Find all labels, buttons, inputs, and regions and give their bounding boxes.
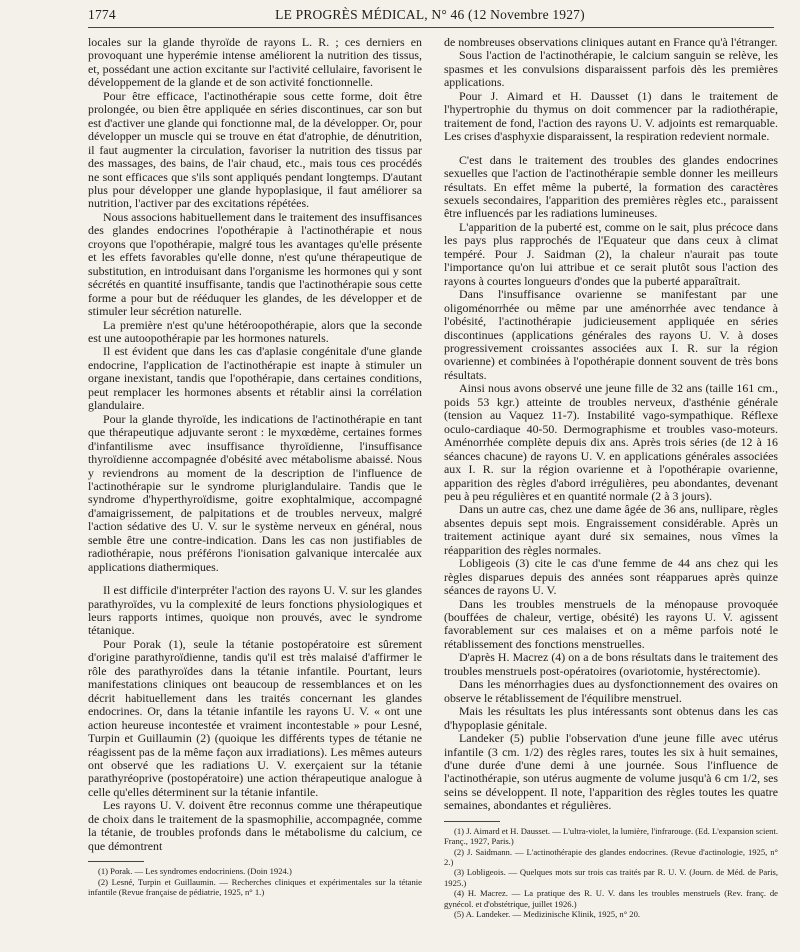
paragraph: Sous l'action de l'actinothérapie, le calcium sanguin se relève, les spasmes et les convulsions disparaissent parfois dès les premières applications. (444, 48, 778, 90)
paragraph: Landeker (5) publie l'observation d'une jeune fille avec utérus infantile (3 cm. 1/2) des règles rares, toutes les six à huit semaines, d'une durée d'une demi à une journée. Sous l'influence de l'actinothérapie, son utérus augmente de volume jusqu'à 6 cm 1/2, ses seins se développent. Il note, l'apparition des règles toutes les quatre semaines, abondantes et régulières. (444, 731, 778, 813)
paragraph: Dans un autre cas, chez une dame âgée de 36 ans, nullipare, règles absentes depuis sept mois. Engraissement considérable. Après un traitement actinique ayant duré six semaines, nous vîmes la réapparition des règles normales. (444, 502, 778, 557)
paragraph: C'est dans le traitement des troubles des glandes endocrines sexuelles que l'action de l'actinothérapie semble donner les meilleurs résultats. En effet même la puberté, la formation des caractères sexuels secondaires, l'apparition des premières règles etc., paraissent être influencés par les radiations lumineuses. (444, 152, 778, 221)
running-header (88, 7, 772, 29)
footnote: (4) H. Macrez. — La pratique des R. U. V. dans les troubles menstruels (Rev. franç. de gynécol. et d'obstétrique, juillet 1926.) (444, 888, 778, 909)
paragraph: Il est difficile d'interpréter l'action des rayons U. V. sur les glandes parathyroïdes, vu la complexité de leurs fonctions physiologiques et leurs rapports intimes, quoique non prouvés, avec le syndrome tétanique. (88, 583, 422, 638)
footnote-rule (444, 821, 500, 822)
paragraph: de nombreuses observations cliniques autant en France qu'à l'étranger. (444, 36, 778, 49)
paragraph: Il est évident que dans les cas d'aplasie congénitale d'une glande endocrine, l'application de l'actinothérapie est inapte à stimuler un organe inexistant, tandis que l'opothérapie, dans certaines conditions, peut remplacer les hormones absents et rétablir ainsi la corrélation glandulaire. (88, 344, 422, 413)
paragraph: D'après H. Macrez (4) on a de bons résultats dans le traitement des troubles menstruels post-opératoires (ovariotomie, hystérectomie). (444, 650, 778, 678)
footnote: (1) J. Aimard et H. Dausset. — L'ultra-violet, la lumière, l'infrarouge. (Ed. L'expansion scient. Franç., 1927, Paris.) (444, 825, 778, 847)
footnote: (2) J. Saidmann. — L'actinothérapie des glandes endocrines. (Revue d'actinologie, 1925, n° 2.) (444, 846, 778, 868)
paragraph: Nous associons habituellement dans le traitement des insuffisances des glandes endocrines l'opothérapie à l'actinothérapie et nous croyons que l'opothérapie, malgré tous les avantages qu'elle présente et les effets favorables qu'elle donne, n'est qu'une thérapeutique de substitution, en introduisant dans l'organisme les hormones qui y sont sécrétés en quantité insuffisante, tandis que l'actinothérapie sous cette forme a pour but de rééduquer les glandes, de les développer et de stimuler leur sécrétion naturelle. (88, 209, 422, 319)
footnote: (5) A. Landeker. — Medizinische Klinik, 1925, n° 20. (454, 909, 641, 920)
paragraph: Ainsi nous avons observé une jeune fille de 32 ans (taille 161 cm., poids 53 kgr.) atteinte de troubles nerveux, d'asthénie générale (tension au Vaquez 11-7). Instabilité vago-sympathique. Réflexe oculo-cardiaque 40-50. Dermographisme et troubles vaso-moteurs. Aménorrhée complète depuis dix ans. Après trois séries (de 12 à 16 séances chacune) de rayons U. V. en applications générales associées aux I. R. sur la région ovarienne et à l'opothérapie ovarienne, apparition des règles d'abord irrégulières, peu abondantes, devenant peu à peu régulières et en quantité normale (2 à 3 jours). (444, 381, 778, 503)
paragraph: Pour Porak (1), seule la tétanie postopératoire est sûrement d'origine parathyroïdienne, tandis qu'il est très malaisé d'affirmer le rôle des parathyroïdes dans la tétanie infantile. Pourtant, leurs manifestations cliniques ont beaucoup de ressemblances et on les décrit habituellement dans les traités concernant les glandes endocrines. Or, dans la tétanie infantile les rayons U. V. « ont une action heureuse incontestée et vraiment incontestable » pour Lesné, Turpin et Guillaumin (2) (quoique les différents types de tétanie ne réagissent pas de la même façon aux irradiations). Les mêmes auteurs ont observé que les radiations U. V. exerçaient sur la tétanie parathyréoprive (postopératoire) une action thérapeutique analogue à celle qu'elles déterminent sur la tétanie infantile. (88, 636, 422, 799)
footnote: (3) Lobligeois. — Quelques mots sur trois cas traités par R. U. V. (Journ. de Méd. de Paris, 1925.) (444, 867, 778, 888)
paragraph: Pour être efficace, l'actinothérapie sous cette forme, doit être prolongée, ou bien être appliquée en séries discontinues, car son but est d'activer une glande qui fonctionne mal, de la développer. Or, pour développer un muscle qui se trouve en état d'atrophie, de dénutrition, il faut augmenter la circulation, favoriser la nutrition des tissus par des massages, des bains, de l'air chaud, etc., mais tous ces procédés ne sont efficaces que s'ils sont appliqués pendant longtemps. D'autant plus pour développer une glande hypoplasique, il faut améliorer sa nutrition, l'activer par des excitations répétées. (88, 88, 422, 211)
footnote: (2) Lesné, Turpin et Guillaumin. — Recherches cliniques et expérimentales sur la tétanie infantile (Revue française de pédiatrie, 1925, n° 1.) (88, 876, 422, 897)
paragraph: Les rayons U. V. doivent être reconnus comme une thérapeutique de choix dans le traitement de la spasmophilie, accompagnée, comme la tétanie, de troubles profonds dans le métabolisme du calcium, ce que démontrent (88, 798, 422, 853)
paragraph: Lobligeois (3) cite le cas d'une femme de 44 ans chez qui les règles disparues depuis des années sont réapparues après quinze séances de rayons U. V. (444, 556, 778, 598)
paragraph: Dans les troubles menstruels de la ménopause provoquée (bouffées de chaleur, vertige, obésité) les rayons U. V. agissent favorablement sur ces malaises et on a même parfois noté le rétablissement des fonctions menstruelles. (444, 596, 778, 651)
header-rule (88, 27, 774, 28)
paragraph: Dans l'insuffisance ovarienne se manifestant par une oligoménorrhée ou même par une aménorrhée avec tendance à l'obésité, l'actinothérapie judicieusement appliquée en séries discontinues (applications générales des rayons U. V. à doses progressivement croissantes associées aux I. R. sur la région ovarienne) et combinées à l'opothérapie donnent souvent de très bons résultats. (444, 287, 778, 382)
paragraph: La première n'est qu'une hétéroopothérapie, alors que la seconde est une autoopothérapie par les hormones naturels. (88, 317, 422, 345)
paragraph: Pour J. Aimard et H. Dausset (1) dans le traitement de l'hypertrophie du thymus on doit commencer par la radiothérapie, traitement de fond, l'action des rayons U. V. adjoints est remarquable. Les crises d'asphyxie disparaissent, la respiration redevient normale. (444, 88, 778, 144)
paragraph: Pour la glande thyroïde, les indications de l'actinothérapie en tant que thérapeutique adjuvante seront : le myxœdème, certaines formes d'infantilisme avec insuffisance thyroïdienne, l'insuffisance thyroïdienne accompagnée d'obésité avec métabolisme abaissé. Nous y reviendrons au moment de la description de l'influence de l'actinothérapie sur le syndrome pluriglandulaire. Tandis que le syndrome d'hyperthyroïdisme, goitre exophtalmique, accompagné d'amaigrissement, de palpitations et de troubles nerveux, malgré l'action sédative des U. V. sur le système nerveux en général, nous semble être une contre-indication. Dans les cas non justifiables de radiothérapie, nous préférons l'ionisation galvanique intercalée aux applications diathermiques. (88, 411, 422, 574)
right-column (444, 36, 778, 946)
page-number: 1774 (88, 7, 116, 22)
left-column (88, 36, 422, 946)
paragraph: Dans les ménorrhagies dues au dysfonctionnement des ovaires on observe le rétablissement de l'équilibre menstruel. (444, 677, 778, 705)
paragraph: L'apparition de la puberté est, comme on le sait, plus précoce dans les pays plus rapprochés de l'Equateur que dans ceux à climat tempéré. Pour J. Saidman (2), la chaleur n'aurait pas toute l'importance qu'on lui attribue et ce serait plutôt sous l'action des rayons à courtes longueurs d'ondes que la puberté apparaîtrait. (444, 219, 778, 288)
footnote: (1) Porak. — Les syndromes endocriniens. (Doin 1924.) (98, 866, 292, 877)
journal-title: LE PROGRÈS MÉDICAL, N° 46 (12 Novembre 1927) (275, 7, 585, 22)
footnote-rule (88, 861, 144, 862)
paragraph: locales sur la glande thyroïde de rayons L. R. ; ces derniers en provoquant une hyperémie intense améliorent la nutrition des tissus, et, possédant une action excitante sur l'activité cellulaire, favorisent le développement de la glande et de son activité fonctionnelle. (88, 36, 422, 90)
paragraph: Mais les résultats les plus intéressants sont obtenus dans les cas d'hypoplasie génitale. (444, 704, 778, 732)
